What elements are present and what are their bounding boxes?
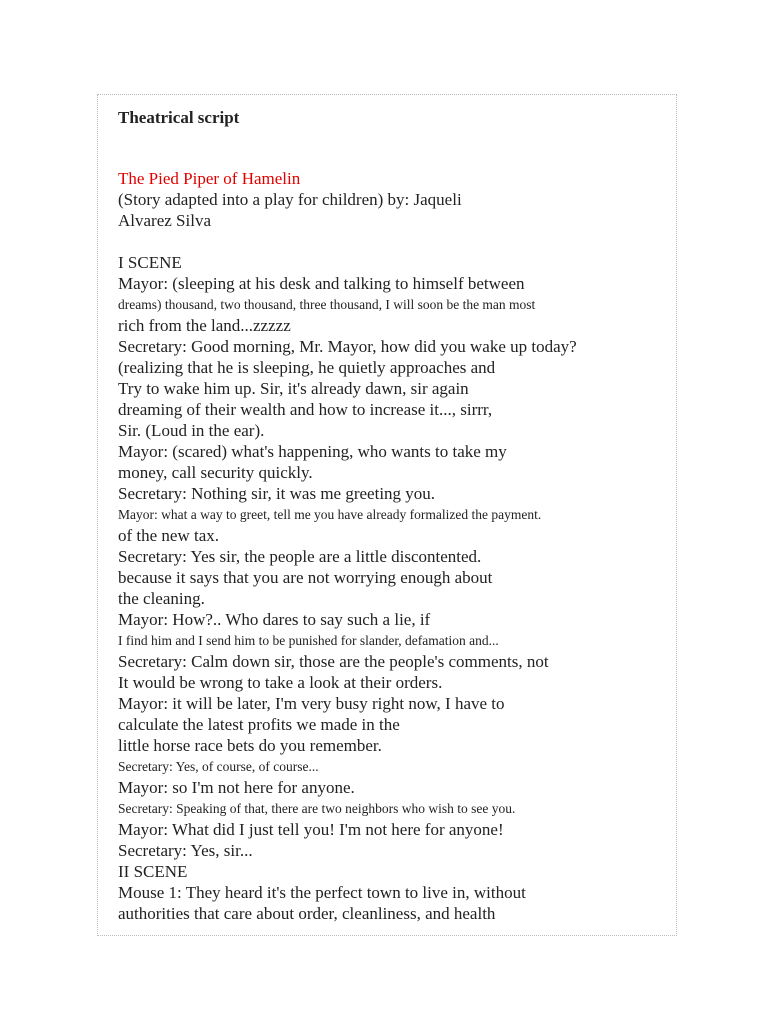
script-line: Mouse 1: They heard it's the perfect town to live in, without	[118, 883, 526, 902]
script-line: authorities that care about order, cleanliness, and health	[118, 904, 496, 923]
script-line: Secretary: Yes sir, the people are a little discontented.	[118, 547, 482, 566]
script-line: I find him and I send him to be punished for slander, defamation and...	[118, 633, 499, 648]
script-line: money, call security quickly.	[118, 463, 313, 482]
script-line: Secretary: Yes, sir...	[118, 841, 253, 860]
byline-line: (Story adapted into a play for children) by: Jaqueli	[118, 190, 462, 209]
script-line: of the new tax.	[118, 526, 220, 545]
script-line: I SCENE	[118, 253, 182, 272]
script-line: Mayor: How?.. Who dares to say such a lie, if	[118, 610, 431, 629]
script-line: Mayor: it will be later, I'm very busy right now, I have to	[118, 694, 505, 713]
play-title: The Pied Piper of Hamelin	[118, 169, 301, 188]
script-content	[118, 105, 658, 924]
script-lines	[118, 252, 658, 924]
script-line: II SCENE	[118, 862, 188, 881]
script-line: Secretary: Good morning, Mr. Mayor, how did you wake up today?	[118, 337, 577, 356]
script-line: It would be wrong to take a look at their orders.	[118, 673, 443, 692]
script-line: little horse race bets do you remember.	[118, 736, 382, 755]
script-line: Try to wake him up. Sir, it's already dawn, sir again	[118, 379, 469, 398]
script-line: Mayor: What did I just tell you! I'm not here for anyone!	[118, 820, 504, 839]
script-line: Secretary: Speaking of that, there are two neighbors who wish to see you.	[118, 801, 516, 816]
script-line: Mayor: (scared) what's happening, who wants to take my	[118, 442, 507, 461]
script-line: Mayor: what a way to greet, tell me you have already formalized the payment.	[118, 507, 542, 522]
script-line: dreams) thousand, two thousand, three thousand, I will soon be the man most	[118, 297, 536, 312]
script-line: Sir. (Loud in the ear).	[118, 421, 265, 440]
script-line: Mayor: (sleeping at his desk and talking to himself between	[118, 274, 525, 293]
script-line: calculate the latest profits we made in the	[118, 715, 400, 734]
script-line: (realizing that he is sleeping, he quietly approaches and	[118, 358, 496, 377]
script-line: dreaming of their wealth and how to increase it..., sirrr,	[118, 400, 493, 419]
document-heading: Theatrical script	[118, 108, 240, 127]
script-line: Secretary: Nothing sir, it was me greeting you.	[118, 484, 436, 503]
script-line: Mayor: so I'm not here for anyone.	[118, 778, 355, 797]
script-line: Secretary: Calm down sir, those are the people's comments, not	[118, 652, 549, 671]
byline-line: Alvarez Silva	[118, 211, 211, 230]
script-line: because it says that you are not worrying enough about	[118, 568, 493, 587]
script-line: rich from the land...zzzzz	[118, 316, 291, 335]
paragraph-gap	[118, 231, 658, 252]
script-line: Secretary: Yes, of course, of course...	[118, 759, 319, 774]
script-line: the cleaning.	[118, 589, 205, 608]
